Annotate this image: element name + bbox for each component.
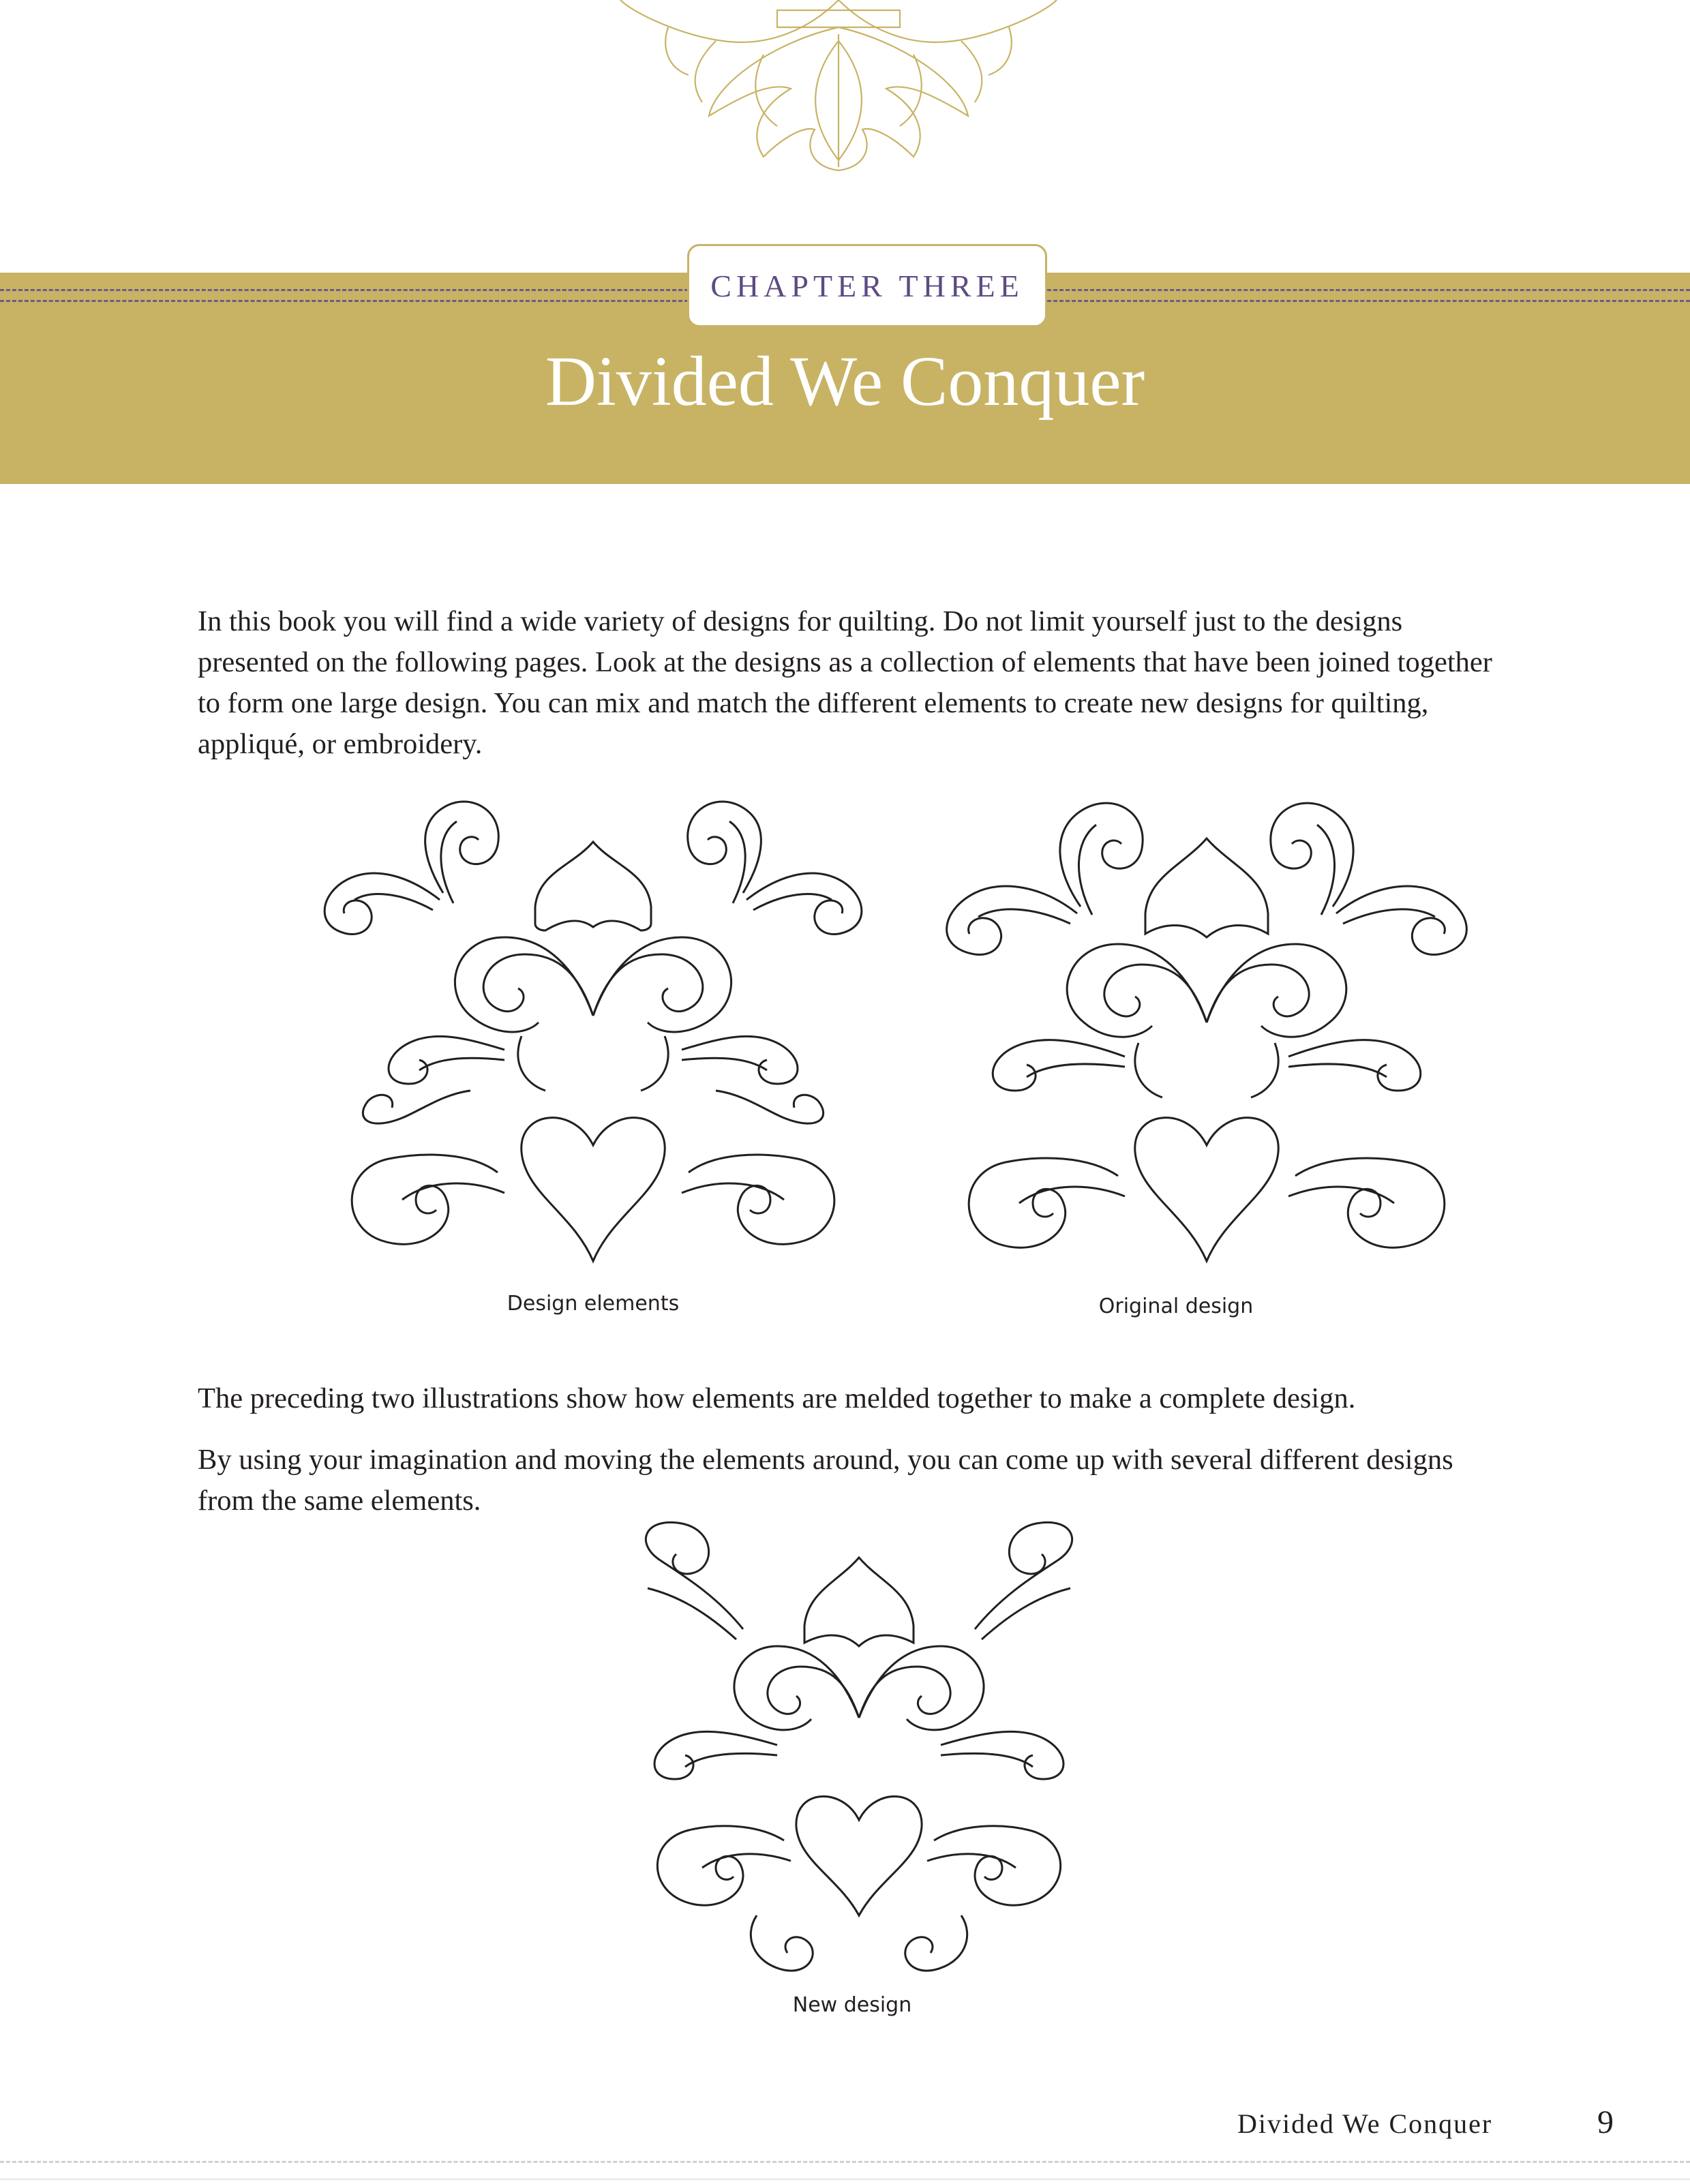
page-number: 9	[1597, 2104, 1614, 2140]
footer-stitch-rule	[0, 2161, 1690, 2163]
footer-rule	[0, 2179, 1690, 2180]
chapter-label-box	[687, 244, 1047, 327]
new-design-caption: New design	[792, 1993, 912, 2017]
intro-paragraph: In this book you will find a wide variety of designs for quilting. Do not limit yourself just to the designs presented on the following pages. Look at the designs as a collection of elements that have been joined together to form one large design. You can mix and match the different elements to create new designs for quilting, appliqué, or embroidery.	[198, 605, 1492, 760]
preceding-paragraph: The preceding two illustrations show how elements are melded together to make a complete design.	[198, 1382, 1356, 1414]
design-elements-figure	[300, 791, 886, 1281]
stitch-line-right-upper	[1047, 289, 1690, 291]
feather-ornament-icon	[607, 0, 1070, 177]
stitch-line-right-lower	[1047, 300, 1690, 302]
new-design-figure	[620, 1520, 1098, 1997]
original-design-caption: Original design	[1098, 1294, 1254, 1318]
chapter-label: CHAPTER THREE	[710, 268, 1024, 303]
stitch-line-left-lower	[0, 300, 689, 302]
design-elements-caption: Design elements	[507, 1292, 680, 1316]
running-footer-title: Divided We Conquer	[1237, 2108, 1493, 2139]
stitch-line-left-upper	[0, 289, 689, 291]
original-design-figure	[914, 791, 1500, 1281]
chapter-title: Divided We Conquer	[545, 342, 1145, 421]
imagination-paragraph: By using your imagination and moving the elements around, you can come up with several different designs from the same elements.	[198, 1444, 1453, 1517]
